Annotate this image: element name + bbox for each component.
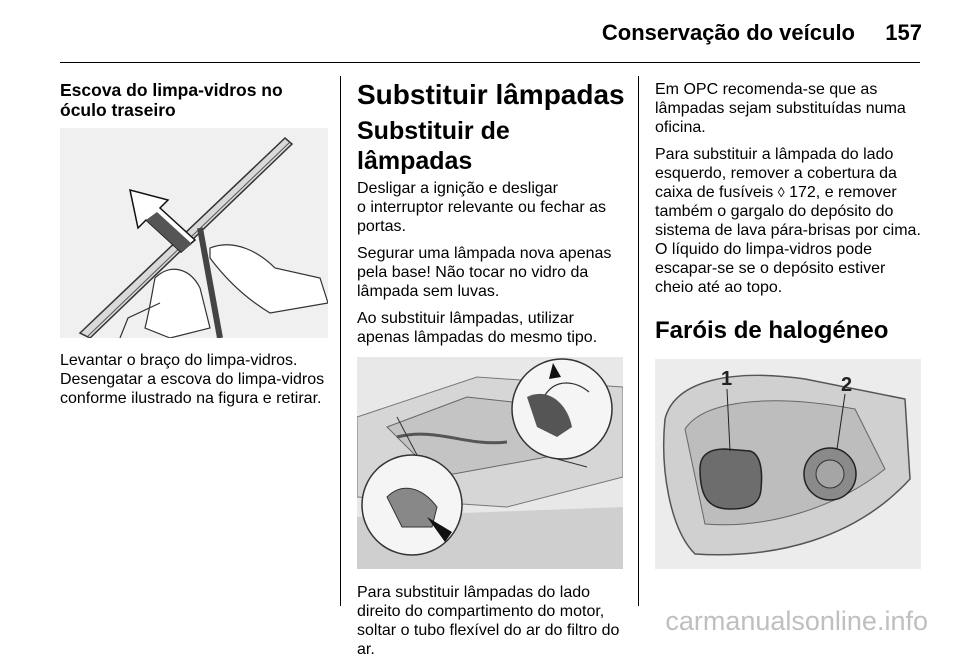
- section-title: Substituir de lâmpadas: [357, 117, 510, 175]
- rear-wiper-paragraph: [60, 351, 328, 408]
- paragraph-line-with-reference: [655, 183, 923, 202]
- paragraph-line: ar.: [357, 641, 375, 658]
- paragraph-line: cheio até ao topo.: [655, 279, 783, 296]
- figure-label-1: 1: [721, 368, 733, 390]
- running-header-title: Conservação do veículo: [601, 20, 855, 45]
- paragraph-line: escapar-se se o depósito estiver: [655, 260, 886, 277]
- text-fragment: caixa de fusíveis: [655, 184, 778, 201]
- rear-wiper-figure: [60, 128, 328, 338]
- paragraph-line: O líquido do limpa-vidros pode: [655, 241, 873, 258]
- paragraph-right-side: [357, 583, 625, 659]
- paragraph-line: direito do compartimento do motor,: [357, 603, 605, 620]
- watermark: carmanualsonline.info: [665, 606, 928, 636]
- paragraph-line: lâmpada sem luvas.: [357, 283, 500, 300]
- page-number: 157: [885, 20, 922, 45]
- paragraph-line: portas.: [357, 218, 406, 235]
- figure-label-2: 2: [841, 374, 853, 396]
- paragraph-line: apenas lâmpadas do mesmo tipo.: [357, 329, 598, 346]
- heading-line: óculo traseiro: [60, 100, 176, 120]
- section-heading-rear-wiper: [60, 80, 328, 120]
- chapter-title: Substituir lâmpadas: [357, 79, 625, 110]
- paragraph-line: conforme ilustrado na figura e retirar.: [60, 390, 322, 407]
- paragraph-same-type: [357, 309, 625, 347]
- column-divider-2: [638, 76, 639, 606]
- paragraph-line: Levantar o braço do limpa-vidros.: [60, 352, 298, 369]
- header-rule: [60, 62, 920, 63]
- engine-compartment-figure: [357, 357, 623, 569]
- halogen-headlight-figure: [655, 359, 921, 569]
- paragraph-line: esquerdo, remover a cobertura da: [655, 165, 897, 182]
- heading-line: Escova do limpa-vidros no: [60, 80, 283, 100]
- paragraph-hold-bulb: [357, 244, 625, 301]
- column-2: [357, 80, 625, 659]
- paragraph-line: oficina.: [655, 119, 706, 136]
- paragraph-line: também o gargalo do depósito do: [655, 203, 894, 220]
- paragraph-line: Desengatar a escova do limpa-vidros: [60, 371, 325, 388]
- paragraph-opc: [655, 80, 923, 137]
- paragraph-line: Desligar a ignição e desligar: [357, 180, 558, 197]
- paragraph-line: pela base! Não tocar no vidro da: [357, 264, 589, 281]
- paragraph-left-side: [655, 145, 923, 297]
- column-divider-1: [340, 76, 341, 606]
- paragraph-line: Em OPC recomenda-se que as: [655, 81, 878, 98]
- paragraph-line: o interruptor relevante ou fechar as: [357, 199, 607, 216]
- paragraph-line: soltar o tubo flexível do ar do filtro do: [357, 622, 620, 639]
- paragraph-line: sistema de lava pára-brisas por cima.: [655, 222, 921, 239]
- column-3: [655, 80, 923, 569]
- paragraph-line: lâmpadas sejam substituídas numa: [655, 100, 906, 117]
- column-1: [60, 80, 328, 408]
- paragraph-ignition: [357, 179, 625, 236]
- page-reference-text: 172, e remover: [784, 184, 897, 201]
- arrow-reference-icon[interactable]: ◊: [777, 184, 785, 200]
- paragraph-line: Segurar uma lâmpada nova apenas: [357, 245, 612, 262]
- section-title-halogen: Faróis de halogéneo: [655, 317, 889, 344]
- paragraph-line: Ao substituir lâmpadas, utilizar: [357, 310, 574, 327]
- paragraph-line: Para substituir lâmpadas do lado: [357, 584, 591, 601]
- paragraph-line: Para substituir a lâmpada do lado: [655, 146, 894, 163]
